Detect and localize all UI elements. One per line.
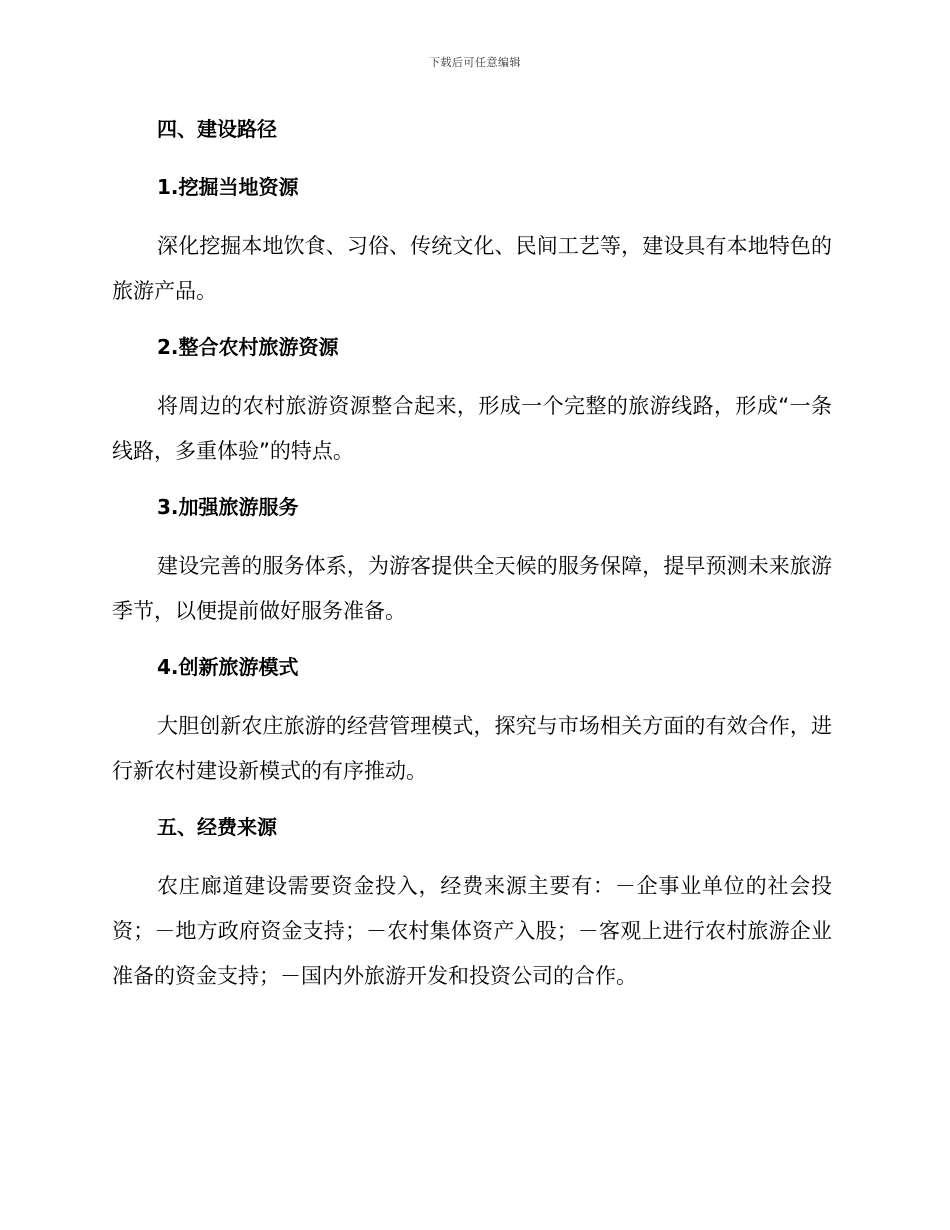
section-heading-funding: 五、经费来源 — [157, 815, 277, 839]
paragraph-tourism-service: 建设完善的服务体系，为游客提供全天候的服务保障，提早预测未来旅游季节，以便提前做好服务准备。 — [112, 554, 832, 623]
page-header: 下载后可任意编辑 — [429, 56, 521, 69]
paragraph-funding: 农庄廊道建设需要资金投入，经费来源主要有：－企事业单位的社会投资；－地方政府资金支持；－农村集体资产入股；－客观上进行农村旅游企业准备的资金支持；－国内外旅游开发和投资公司的合作。 — [112, 874, 832, 988]
subheading-innovate-mode: 4.创新旅游模式 — [157, 655, 299, 679]
section-heading-construction-path: 四、建设路径 — [157, 117, 277, 141]
subheading-integrate-resources: 2.整合农村旅游资源 — [157, 335, 339, 359]
paragraph-local-resources: 深化挖掘本地饮食、习俗、传统文化、民间工艺等，建设具有本地特色的旅游产品。 — [112, 234, 832, 303]
paragraph-integrate-resources: 将周边的农村旅游资源整合起来，形成一个完整的旅游线路，形成“一条线路，多重体验”的特点。 — [112, 394, 832, 463]
paragraph-innovate-mode: 大胆创新农庄旅游的经营管理模式，探究与市场相关方面的有效合作，进行新农村建设新模式的有序推动。 — [112, 714, 832, 783]
document-body — [112, 108, 832, 1011]
subheading-tourism-service: 3.加强旅游服务 — [157, 495, 299, 519]
subheading-local-resources: 1.挖掘当地资源 — [157, 175, 299, 199]
